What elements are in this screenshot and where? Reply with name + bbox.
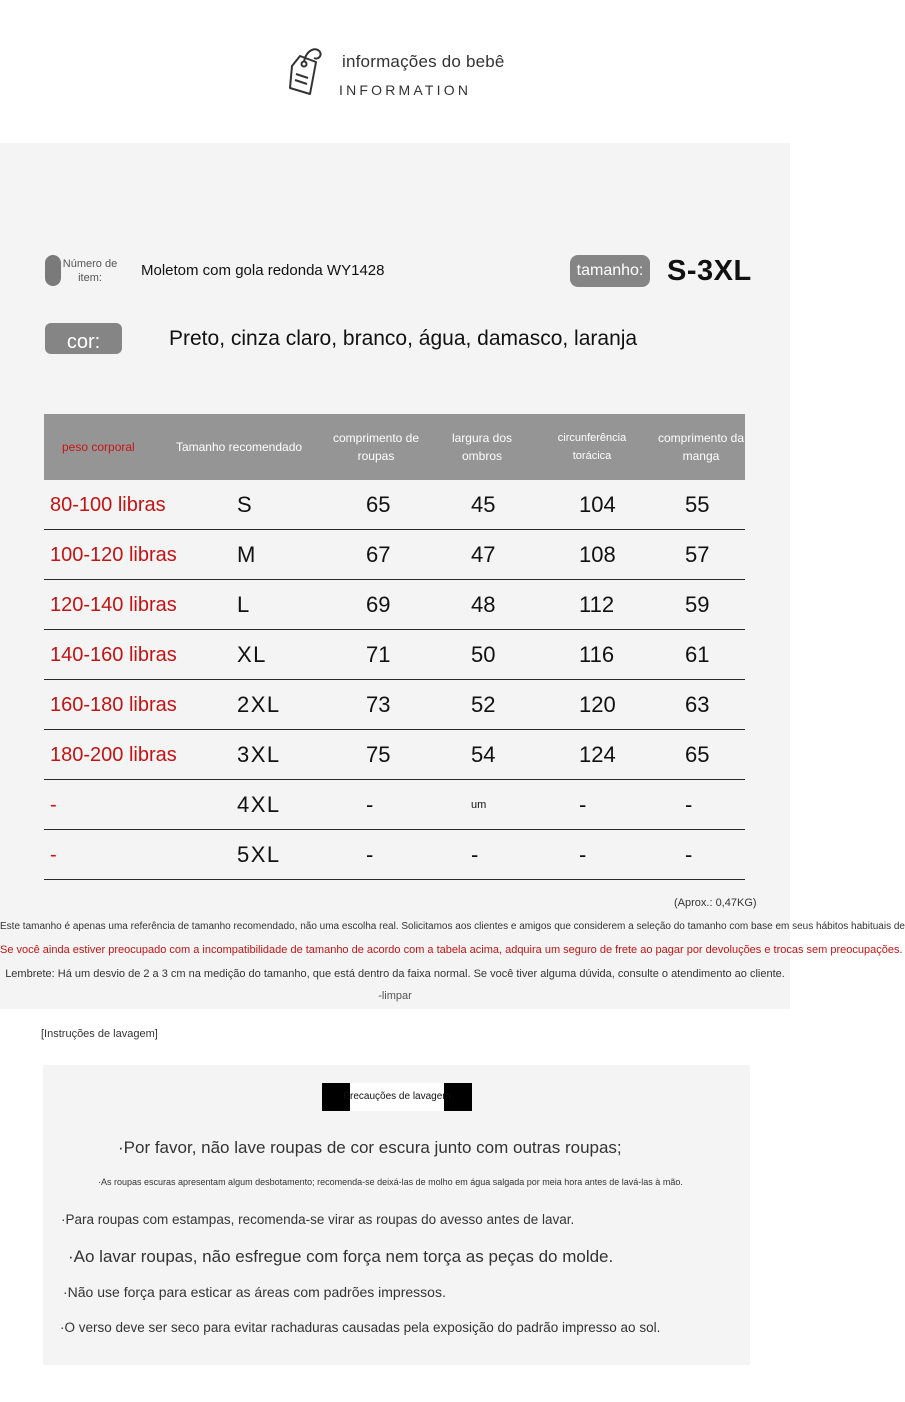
cell-sleeve-length: 65 xyxy=(685,742,710,767)
cell-body-weight: 160-180 libras xyxy=(50,693,177,716)
header-sleeve-length: comprimento da manga xyxy=(657,431,745,463)
cell-garment-length: - xyxy=(366,842,374,867)
washing-banner-title: Precauções de lavagem xyxy=(343,1091,451,1102)
cell-garment-length: 65 xyxy=(366,492,391,517)
table-row xyxy=(44,780,745,830)
table-row xyxy=(44,630,745,680)
cell-sleeve-length: 59 xyxy=(685,592,710,617)
cell-shoulder-width: 50 xyxy=(471,642,496,667)
table-row xyxy=(44,730,745,780)
cell-body-weight: 100-120 libras xyxy=(50,543,177,566)
table-row xyxy=(44,680,745,730)
size-chart-table xyxy=(44,414,745,880)
header-shoulder-width: largura dos ombros xyxy=(451,431,513,463)
washing-line-dry-inside: ·O verso deve ser seco para evitar rachaduras causadas pela exposição do padrão impresso ao sol. xyxy=(60,1320,661,1335)
color-options-value: Preto, cinza claro, branco, água, damasco, laranja xyxy=(169,327,638,350)
cell-shoulder-width: 48 xyxy=(471,592,496,617)
page-subtitle: INFORMATION xyxy=(339,82,472,98)
table-row xyxy=(44,580,745,630)
cell-garment-length: - xyxy=(366,792,374,817)
cell-chest: 124 xyxy=(579,742,616,767)
cell-body-weight: 140-160 libras xyxy=(50,643,177,666)
cell-garment-length: 75 xyxy=(366,742,391,767)
approx-weight: (Aprox.: 0,47KG) xyxy=(674,897,757,909)
size-chart-body xyxy=(44,480,745,880)
cell-shoulder-width: 52 xyxy=(471,692,496,717)
item-number-label: Número de item: xyxy=(62,258,118,284)
washing-line-dark-colors: ·Por favor, não lave roupas de cor escura junto com outras roupas; xyxy=(118,1138,622,1157)
size-range-value: S-3XL xyxy=(667,255,752,287)
cell-chest: 112 xyxy=(579,592,615,617)
cell-shoulder-width: um xyxy=(471,799,487,811)
table-row xyxy=(44,530,745,580)
page-title: informações do bebê xyxy=(342,52,505,71)
cell-body-weight: 80-100 libras xyxy=(50,493,166,516)
cell-garment-length: 69 xyxy=(366,592,391,617)
cell-size: 5XL xyxy=(237,842,281,867)
cell-chest: - xyxy=(579,842,587,867)
cell-garment-length: 67 xyxy=(366,542,391,567)
cell-body-weight: - xyxy=(50,843,57,866)
cell-size: 2XL xyxy=(237,692,281,717)
measurement-reminder: Lembrete: Há um desvio de 2 a 3 cm na medição do tamanho, que está dentro da faixa normal. Se você tiver alguma dúvida, consulte o atendimento ao cliente. xyxy=(5,968,785,980)
cell-chest: 108 xyxy=(579,542,616,567)
size-chart-header xyxy=(44,414,745,480)
item-number-value: Moletom com gola redonda WY1428 xyxy=(141,262,385,279)
table-row xyxy=(44,480,745,530)
cell-body-weight: 180-200 libras xyxy=(50,743,177,766)
cell-body-weight: 120-140 libras xyxy=(50,593,177,616)
cell-sleeve-length: 63 xyxy=(685,692,710,717)
page-header xyxy=(0,0,790,143)
cell-shoulder-width: - xyxy=(471,842,479,867)
price-tag-icon xyxy=(286,44,326,100)
header-recommended-size: Tamanho recomendado xyxy=(175,440,303,454)
table-row xyxy=(44,830,745,880)
header-body-weight: peso corporal xyxy=(62,440,135,454)
cell-garment-length: 73 xyxy=(366,692,391,717)
cell-sleeve-length: - xyxy=(685,842,693,867)
cell-shoulder-width: 54 xyxy=(471,742,496,767)
color-label: cor: xyxy=(45,323,122,354)
cell-sleeve-length: 57 xyxy=(685,542,710,567)
washing-line-no-scrubbing: ·Ao lavar roupas, não esfregue com força nem torça as peças do molde. xyxy=(68,1247,614,1266)
cell-chest: 104 xyxy=(579,492,616,517)
cell-chest: - xyxy=(579,792,587,817)
washing-line-no-stretching: ·Não use força para esticar as áreas com padrões impressos. xyxy=(63,1284,446,1300)
cell-chest: 120 xyxy=(579,692,616,717)
washing-banner xyxy=(322,1083,472,1111)
washing-line-prints-inside-out: ·Para roupas com estampas, recomenda-se virar as roupas do avesso antes de lavar. xyxy=(61,1212,575,1227)
cell-sleeve-length: - xyxy=(685,792,693,817)
washing-heading: [Instruções de lavagem] xyxy=(41,1028,158,1040)
cell-size: 4XL xyxy=(237,792,281,817)
cell-sleeve-length: 61 xyxy=(685,642,710,667)
size-disclaimer: Este tamanho é apenas uma referência de tamanho recomendado, não uma escolha real. Solicitamos aos clientes e amigos que considerem a seleção do tamanho com base em seus hábitos habituais de xyxy=(0,921,905,932)
cell-body-weight: - xyxy=(50,793,57,816)
cell-shoulder-width: 47 xyxy=(471,542,496,567)
header-chest-circumference: circunferência torácica xyxy=(557,432,627,462)
cell-sleeve-length: 55 xyxy=(685,492,710,517)
cell-size: XL xyxy=(237,642,267,667)
cell-size: L xyxy=(237,592,251,617)
header-garment-length: comprimento de roupas xyxy=(332,431,420,463)
clear-note: -limpar xyxy=(378,990,412,1002)
cell-chest: 116 xyxy=(579,642,615,667)
shipping-insurance-note: Se você ainda estiver preocupado com a incompatibilidade de tamanho de acordo com a tabela acima, adquira um seguro de frete ao pagar por devoluções e trocas sem preocupações. xyxy=(0,944,903,956)
cell-size: S xyxy=(237,492,254,517)
cell-size: M xyxy=(237,542,257,567)
cell-shoulder-width: 45 xyxy=(471,492,496,517)
item-number-pill xyxy=(45,255,61,286)
cell-size: 3XL xyxy=(237,742,281,767)
size-label: tamanho: xyxy=(570,255,650,287)
cell-garment-length: 71 xyxy=(366,642,391,667)
washing-line-fading: ·As roupas escuras apresentam algum desbotamento; recomenda-se deixá-las de molho em água salgada por meia hora antes de lavá-las à mão. xyxy=(98,1177,683,1187)
